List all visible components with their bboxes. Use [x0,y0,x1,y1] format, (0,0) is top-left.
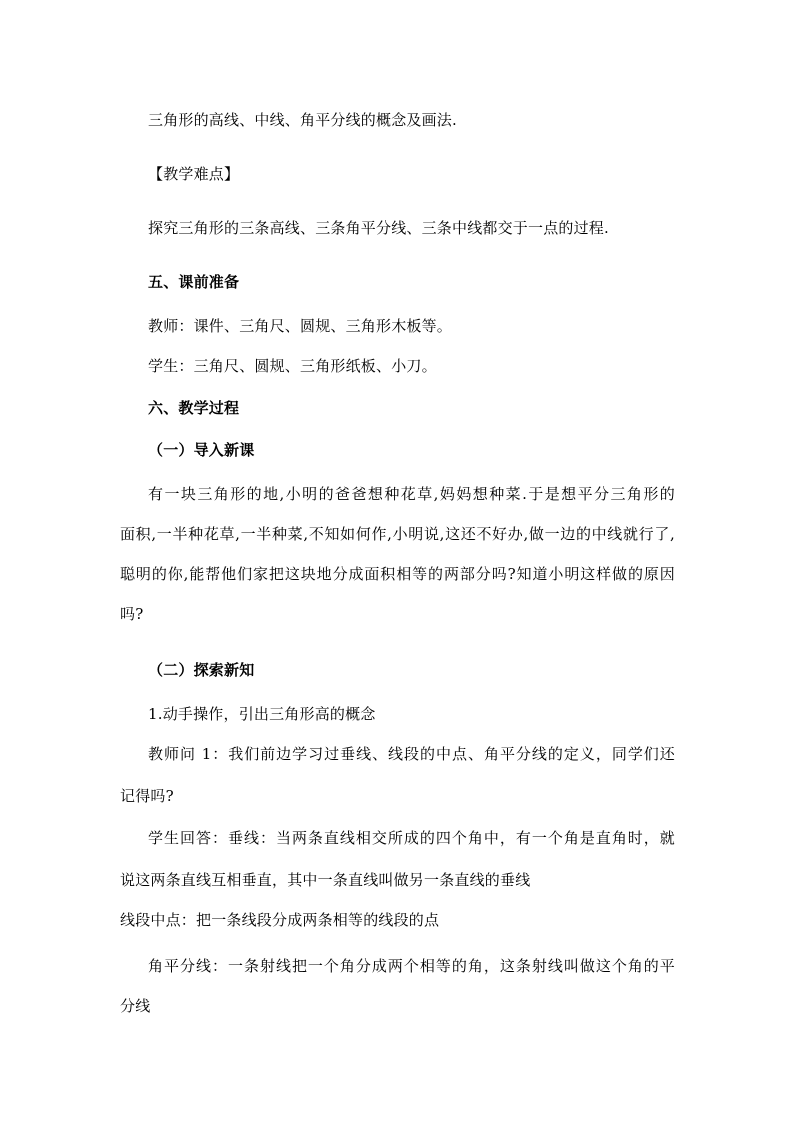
section5-heading: 五、课前准备 [148,273,240,291]
bisector-definition-line-2: 分线 [120,997,151,1015]
teacher-question-line-1: 教师问 1：我们前边学习过垂线、线段的中点、角平分线的定义，同学们还 [148,745,675,763]
intro-line-2: 面积,一半种花草,一半种菜,不知如何作,小明说,这还不好办,做一边的中线就行了, [120,525,675,543]
section6-heading: 六、教学过程 [148,399,240,417]
part2-heading: （二）探索新知 [148,661,255,679]
intro-line-4: 吗? [120,605,144,623]
midpoint-definition: 线段中点：把一条线段分成两条相等的线段的点 [120,911,440,929]
teacher-question-line-2: 记得吗? [120,787,174,805]
part1-heading: （一）导入新课 [148,441,255,459]
difficulty-text: 探究三角形的三条高线、三条角平分线、三条中线都交于一点的过程. [148,219,609,237]
difficulty-heading: 【教学难点】 [148,165,240,183]
bisector-definition-line-1: 角平分线：一条射线把一个角分成两个相等的角，这条射线叫做这个角的平 [148,957,675,975]
intro-line-1: 有一块三角形的地,小明的爸爸想种花草,妈妈想种菜.于是想平分三角形的 [148,485,675,503]
key-point-text: 三角形的高线、中线、角平分线的概念及画法. [148,111,457,129]
student-prep: 学生：三角尺、圆规、三角形纸板、小刀。 [148,357,437,375]
intro-line-3: 聪明的你,能帮他们家把这块地分成面积相等的两部分吗?知道小明这样做的原因 [120,565,675,583]
teacher-prep: 教师：课件、三角尺、圆规、三角形木板等。 [148,317,453,335]
student-answer-line-1: 学生回答：垂线：当两条直线相交所成的四个角中，有一个角是直角时，就 [148,829,675,847]
step1-title: 1.动手操作，引出三角形高的概念 [148,705,376,723]
student-answer-line-2: 说这两条直线互相垂直，其中一条直线叫做另一条直线的垂线 [120,871,531,889]
